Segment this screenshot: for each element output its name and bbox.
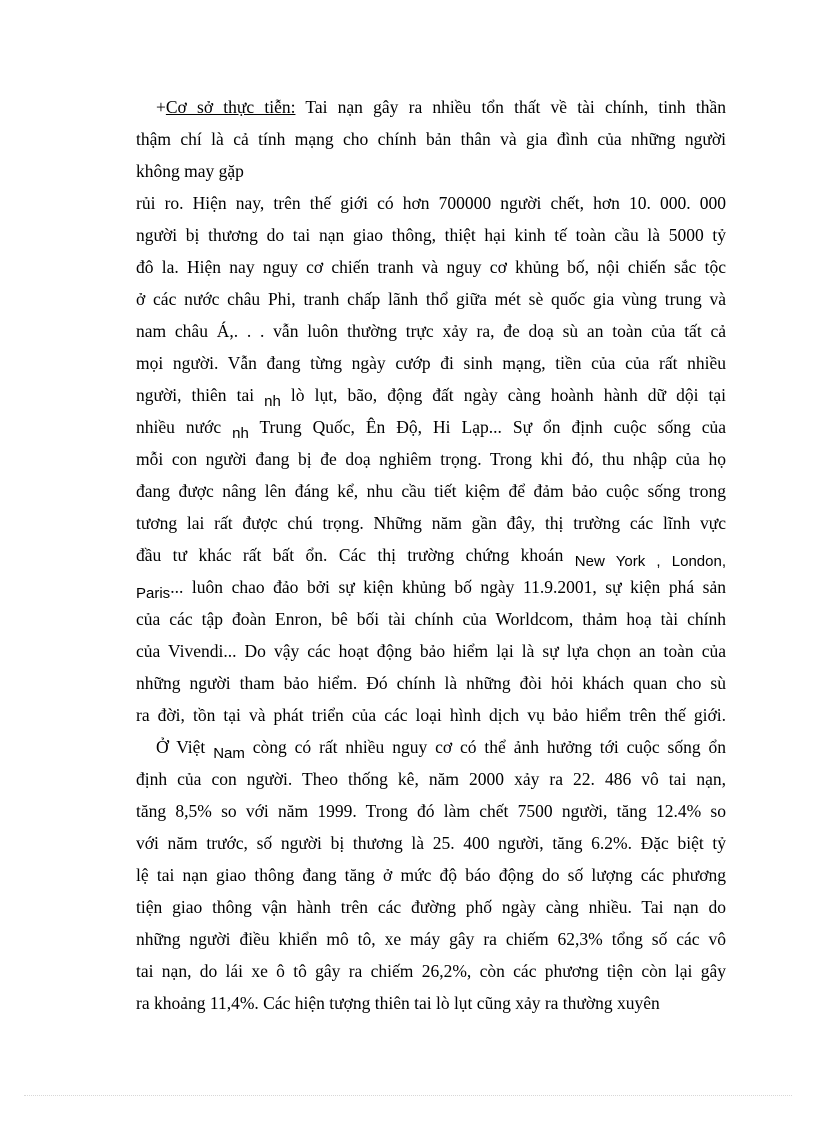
paragraph-1-line-3: không may gặp: [136, 161, 244, 181]
paragraph-2-line-4: với năm trước, số người bị thương là 25. 400 người, tăng 6.2%. Đặc biệt tỷ: [136, 833, 726, 853]
paragraph-1-line-17: của các tập đoàn Enron, bê bối tài chính của Worldcom, thảm hoạ tài chính: [136, 609, 726, 629]
paragraph-1-line-12: mỗi con người đang bị đe doạ nghiêm trọng. Trong khi đó, thu nhập của họ: [136, 449, 726, 469]
paragraph-1-line-15: [136, 539, 726, 571]
text-span: đầu tư khác rất bất ổn. Các thị trường chứng khoán: [136, 545, 575, 565]
small-text-span: Paris: [136, 585, 171, 602]
paragraph-1-line-18: của Vivendi... Do vậy các hoạt động bảo hiểm lại là sự lựa chọn an toàn của: [136, 641, 726, 661]
paragraph-1-line-13: đang được nâng lên đáng kể, nhu cầu tiết kiệm để đảm bảo cuộc sống trong: [136, 481, 726, 501]
paragraph-2-line-3: tăng 8,5% so với năm 1999. Trong đó làm chết 7500 người, tăng 12.4% so: [136, 801, 726, 821]
paragraph-1-line-11: [136, 411, 726, 443]
text-span: người, thiên tai: [136, 385, 265, 405]
heading-rest: Tai nạn gây ra nhiều tổn thất về tài chính, tinh thần: [295, 97, 726, 117]
paragraph-1-line-14: tương lai rất được chú trọng. Những năm gần đây, thị trường các lĩnh vực: [136, 513, 726, 533]
paragraph-1-line-16: [136, 571, 726, 603]
paragraph-2-line-2: định của con người. Theo thống kê, năm 2000 xảy ra 22. 486 vô tai nạn,: [136, 769, 726, 789]
text-span: Trung Quốc, Ên Độ, Hi Lạp... Sự ổn định cuộc sống của: [248, 417, 726, 437]
small-text-span: Nam: [213, 745, 245, 762]
page-footer-divider: [24, 1095, 792, 1096]
paragraph-1-line-8: nam châu Á,. . . vẫn luôn thường trực xảy ra, đe doạ sù an toàn của tất cả: [136, 321, 726, 341]
paragraph-2-line-7: những người điều khiển mô tô, xe máy gây ra chiếm 62,3% tổng số các vô: [136, 929, 726, 949]
paragraph-2-line-8: tai nạn, do lái xe ô tô gây ra chiếm 26,2%, còn các phương tiện còn lại gây: [136, 961, 726, 981]
text-span: còng có rất nhiều nguy cơ có thể ảnh hưởng tới cuộc sống ổn: [244, 737, 726, 757]
paragraph-1-line-19: những người tham bảo hiểm. Đó chính là những đòi hỏi khách quan cho sù: [136, 673, 726, 693]
paragraph-1-line-5: người bị thương do tai nạn giao thông, thiệt hại kinh tế toàn cầu là 5000 tỷ: [136, 225, 726, 245]
text-span: lò lụt, bão, động đất ngày càng hoành hành dữ dội tại: [280, 385, 726, 405]
heading-label: Cơ sở thực tiễn:: [165, 97, 296, 117]
paragraph-2-line-6: tiện giao thông vận hành trên các đường phố ngày càng nhiều. Tai nạn do: [136, 897, 726, 917]
paragraph-1-line-10: [136, 379, 726, 411]
paragraph-2-line-1: [156, 731, 726, 763]
paragraph-1-line-6: đô la. Hiện nay nguy cơ chiến tranh và nguy cơ khủng bố, nội chiến sắc tộc: [136, 257, 726, 277]
text-span: nhiều nước: [136, 417, 233, 437]
paragraph-1-line-9: mọi người. Vẫn đang từng ngày cướp đi sinh mạng, tiền của của rất nhiều: [136, 353, 726, 373]
text-span: ... luôn chao đảo bởi sự kiện khủng bố ngày 11.9.2001, sự kiện phá sản: [170, 577, 726, 597]
paragraph-2-line-5: lệ tai nạn giao thông đang tăng ở mức độ báo động do số lượng các phương: [136, 865, 726, 885]
paragraph-1-line-7: ở các nước châu Phi, tranh chấp lãnh thổ giữa mét sè quốc gia vùng trung và: [136, 289, 726, 309]
paragraph-1-line-4: rủi ro. Hiện nay, trên thế giới có hơn 700000 người chết, hơn 10. 000. 000: [136, 193, 726, 213]
paragraph-1-line-20: ra đời, tồn tại và phát triển của các loại hình dịch vụ bảo hiểm trên thế giới.: [136, 705, 726, 725]
paragraph-2-line-9: ra khoảng 11,4%. Các hiện tượng thiên tai lò lụt cũng xảy ra thường xuyên: [136, 993, 660, 1013]
small-text-span: New York , London,: [574, 553, 727, 570]
text-span: Ở Việt: [156, 737, 214, 757]
small-text-span: nh: [264, 393, 281, 410]
heading-prefix: +: [156, 97, 166, 117]
small-text-span: nh: [232, 425, 249, 442]
paragraph-1-line-2: thậm chí là cả tính mạng cho chính bản thân và gia đình của những người: [136, 129, 726, 149]
paragraph-1-line-1: [156, 91, 726, 123]
